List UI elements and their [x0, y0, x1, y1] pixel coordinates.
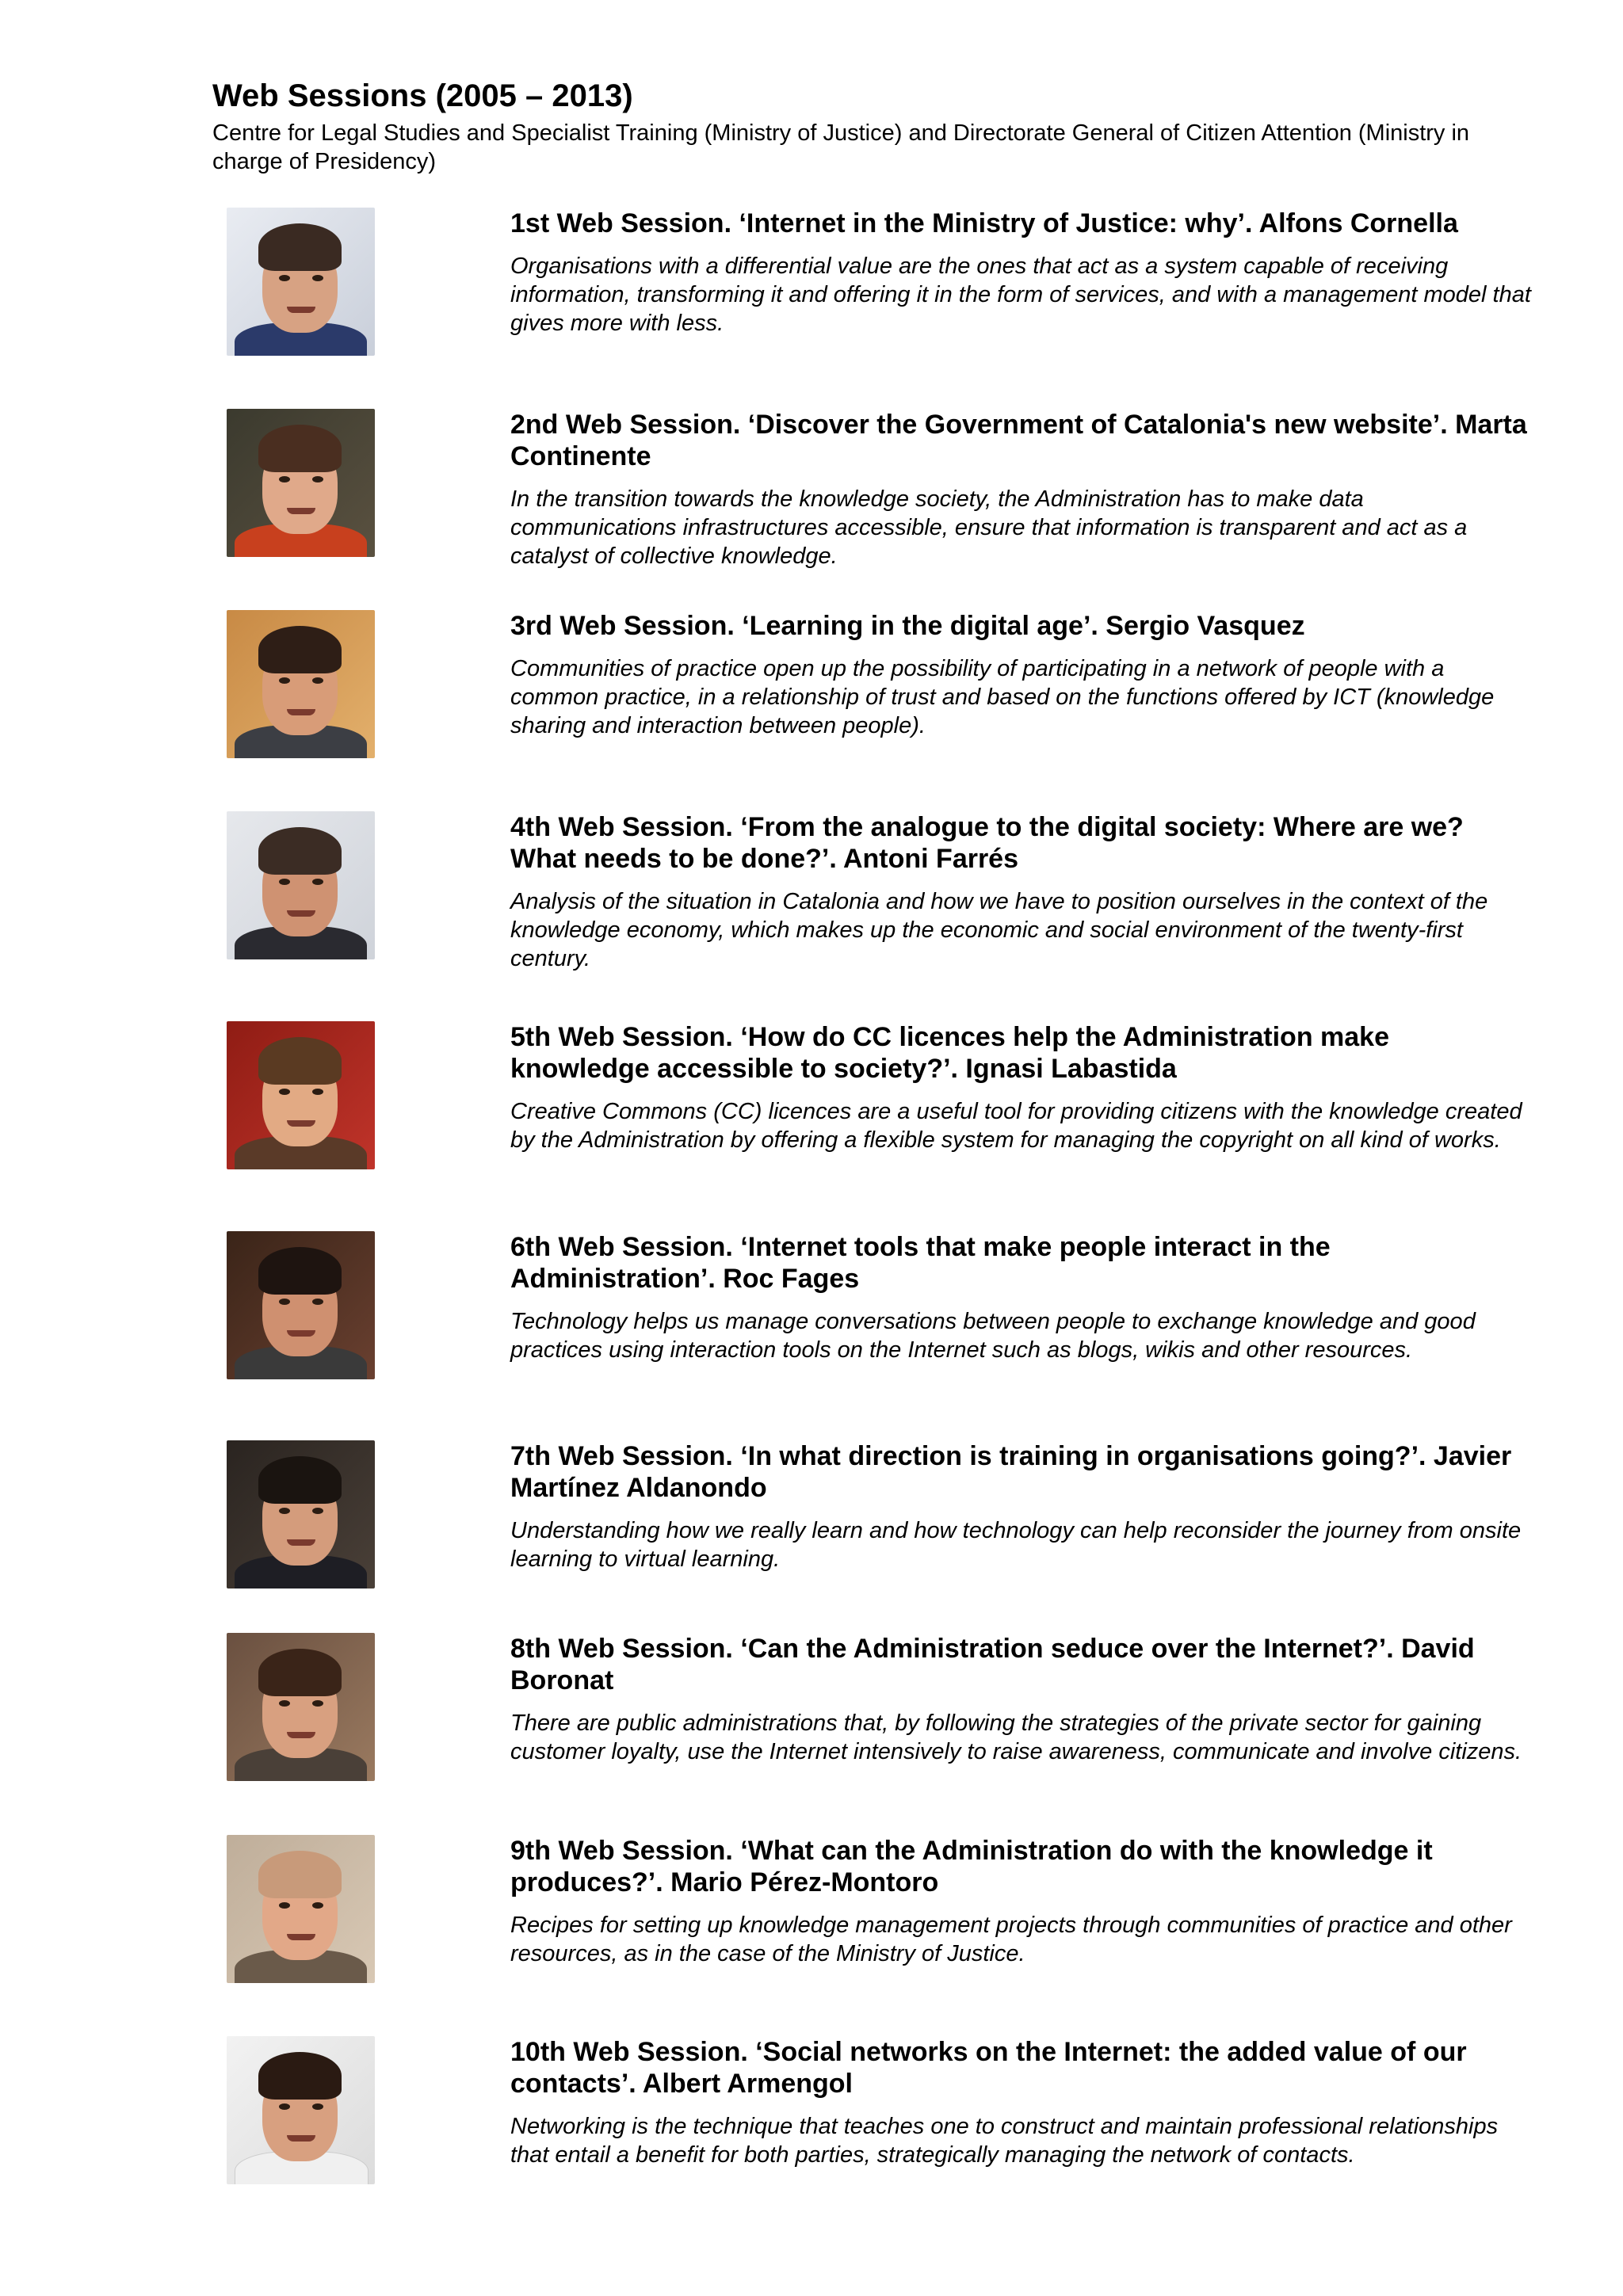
session-title: 1st Web Session. ‘Internet in the Ministry of Justice: why’. Alfons Cornella	[510, 208, 1458, 238]
session-title: 4th Web Session. ‘From the analogue to the digital society: Where are we? What needs to be done?’. Antoni Farrés	[510, 812, 1464, 874]
session-description: Creative Commons (CC) licences are a useful tool for providing citizens with the knowledge created by the Administration by offering a flexible system for managing the copyright on all kind of works.	[510, 1099, 1522, 1153]
session-description: There are public administrations that, by following the strategies of the private sector for gaining customer loyalty, use the Internet intensively to raise awareness, communicate and involve citizens.	[510, 1711, 1522, 1764]
session-title: 5th Web Session. ‘How do CC licences help the Administration make knowledge accessible to society?’. Ignasi Labastida	[510, 1022, 1390, 1084]
session-title: 3rd Web Session. ‘Learning in the digital age’. Sergio Vasquez	[510, 611, 1305, 641]
speaker-photo	[227, 1021, 375, 1169]
speaker-photo	[227, 811, 375, 959]
session-description: In the transition towards the knowledge society, the Administration has to make data communications infrastructures accessible, ensure that information is transparent and act as a catalyst of collective knowledge.	[510, 486, 1468, 569]
session-title: 2nd Web Session. ‘Discover the Government of Catalonia's new website’. Marta Continente	[510, 410, 1527, 471]
session-title: 10th Web Session. ‘Social networks on the Internet: the added value of our contacts’. Albert Armengol	[510, 2037, 1467, 2099]
speaker-photo	[227, 2036, 375, 2184]
session-description: Recipes for setting up knowledge management projects through communities of practice and other resources, as in the case of the Ministry of Justice.	[510, 1913, 1512, 1966]
speaker-photo	[227, 409, 375, 557]
session-description: Understanding how we really learn and how technology can help reconsider the journey from onsite learning to virtual learning.	[510, 1518, 1522, 1572]
document-header	[212, 76, 1528, 176]
speaker-photo	[227, 1633, 375, 1781]
session-description: Communities of practice open up the possibility of participating in a network of people with a common practice, in a relationship of trust and based on the functions offered by ICT (knowledge sharing and interaction between people).	[510, 656, 1495, 738]
session-title: 8th Web Session. ‘Can the Administration seduce over the Internet?’. David Boronat	[510, 1634, 1475, 1695]
session-title: 6th Web Session. ‘Internet tools that make people interact in the Administration’. Roc Fages	[510, 1232, 1331, 1294]
page-subtitle: Centre for Legal Studies and Specialist Training (Ministry of Justice) and Directorate General of Citizen Attention (Ministry in charge of Presidency)	[212, 120, 1470, 174]
page-title: Web Sessions (2005 – 2013)	[212, 78, 633, 113]
session-title: 9th Web Session. ‘What can the Administration do with the knowledge it produces?’. Mario Pérez-Montoro	[510, 1836, 1433, 1897]
speaker-photo	[227, 1440, 375, 1589]
speaker-photo	[227, 610, 375, 758]
session-description: Organisations with a differential value are the ones that act as a system capable of receiving information, transforming it and offering it in the form of services, and with a management model that gives more with less.	[510, 254, 1531, 336]
session-description: Networking is the technique that teaches one to construct and maintain professional relationships that entail a benefit for both parties, strategically managing the network of contacts.	[510, 2114, 1499, 2168]
speaker-photo	[227, 208, 375, 356]
session-description: Technology helps us manage conversations between people to exchange knowledge and good practices using interaction tools on the Internet such as blogs, wikis and other resources.	[510, 1309, 1476, 1363]
speaker-photo	[227, 1835, 375, 1983]
session-title: 7th Web Session. ‘In what direction is training in organisations going?’. Javier Martínez Aldanondo	[510, 1441, 1512, 1503]
speaker-photo	[227, 1231, 375, 1379]
session-description: Analysis of the situation in Catalonia and how we have to position ourselves in the context of the knowledge economy, which makes up the economic and social environment of the twenty-first century.	[510, 889, 1488, 971]
